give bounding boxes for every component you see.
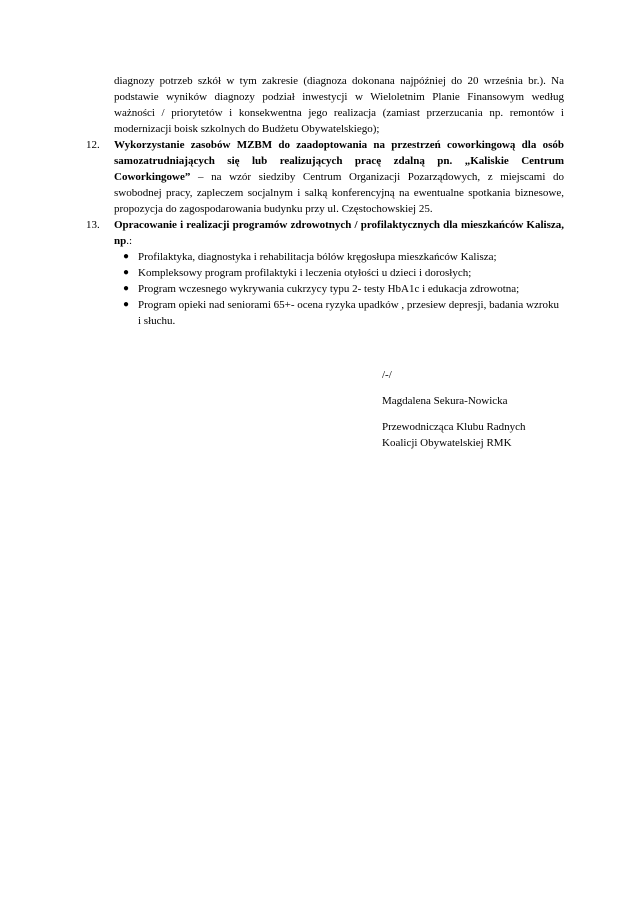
list-item-12 [86, 137, 564, 217]
item-13-heading: Opracowanie i realizacji programów zdrowotnych / profilaktycznych dla mieszkańców Kalisza, np [114, 219, 564, 247]
health-programs-list [114, 249, 564, 329]
bullet-item [123, 249, 564, 265]
list-item-13 [86, 217, 564, 249]
spacer [382, 409, 582, 419]
signatory-name: Magdalena Sekura-Nowicka [382, 395, 508, 407]
item-13-text: .: [126, 235, 133, 247]
bullet-text: Kompleksowy program profilaktyki i leczenia otyłości u dzieci i dorosłych; [138, 267, 472, 279]
bullet-icon: ● [123, 283, 130, 294]
signatory-title-line-2: Koalicji Obywatelskiej RMK [382, 437, 512, 449]
document-body [86, 73, 564, 329]
item-12-text: – na wzór siedziby Centrum Organizacji Pozarządowych, z miejscami do swobodnej pracy, zapleczem socjalnym i salką konferencyjną na ewentualne spotkania biznesowe, propozycja do zagospodarowania budynku przy ul. Częstochowskiej 25. [114, 171, 564, 215]
item-number-13: 13. [86, 219, 100, 231]
bullet-item [123, 297, 564, 329]
signature-mark: /-/ [382, 369, 392, 381]
item-12-heading: Wykorzystanie zasobów MZBM do zaadoptowania na przestrzeń coworkingową dla osób samozatrudniających się lub realizujących pracę zdalną pn. „Kaliskie Centrum Coworkingowe” [114, 139, 564, 183]
signatory-title-line-1: Przewodnicząca Klubu Radnych [382, 421, 526, 433]
spacer [382, 383, 582, 393]
bullet-text: Profilaktyka, diagnostyka i rehabilitacja bólów kręgosłupa mieszkańców Kalisza; [138, 251, 497, 263]
bullet-icon: ● [123, 299, 130, 310]
bullet-text: Program opieki nad seniorami 65+- ocena ryzyka upadków , przesiew depresji, badania wzroku i słuchu. [138, 299, 560, 327]
bullet-icon: ● [123, 267, 130, 278]
bullet-item [123, 265, 564, 281]
signature-block [382, 367, 582, 451]
bullet-icon: ● [123, 251, 130, 262]
continuation-paragraph: diagnozy potrzeb szkół w tym zakresie (diagnoza dokonana najpóźniej do 20 września br.). Na podstawie wyników diagnozy podział inwestycji w Wieloletnim Planie Finansowym według ważności / priorytetów i konsekwentna jego realizacja (zamiast przerzucania np. remontów i modernizacji boisk szkolnych do Budżetu Obywatelskiego); [114, 75, 564, 135]
item-number-12: 12. [86, 139, 100, 151]
bullet-text: Program wczesnego wykrywania cukrzycy typu 2- testy HbA1c i edukacja zdrowotna; [138, 283, 520, 295]
bullet-item [123, 281, 564, 297]
